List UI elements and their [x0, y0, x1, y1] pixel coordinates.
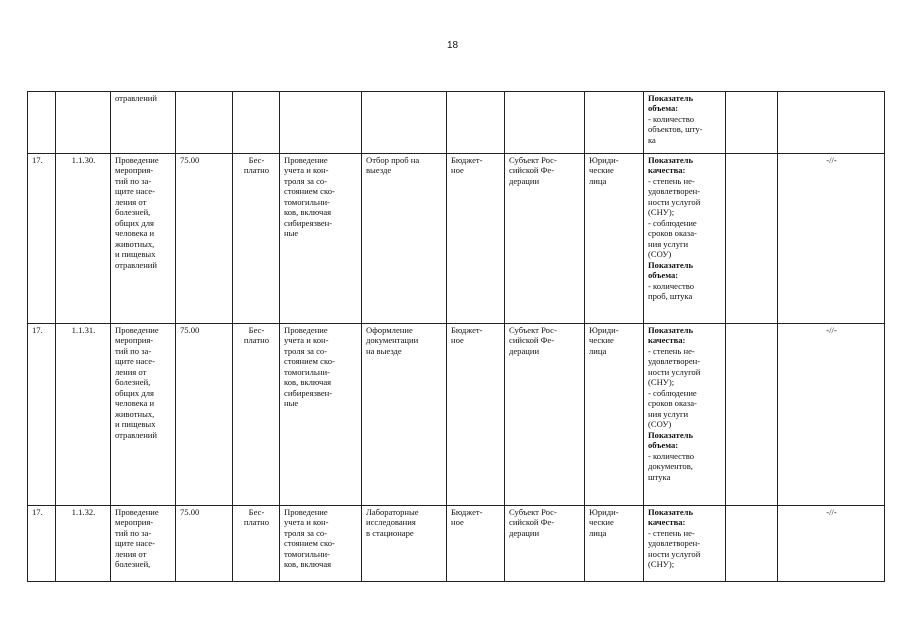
- finance-line: ное: [451, 517, 464, 528]
- cell-extra: [778, 324, 885, 506]
- content-line: учета и кон-: [284, 165, 329, 176]
- service-name-line: Проведение: [115, 155, 159, 165]
- cell-consumer: [585, 506, 644, 582]
- service-name-line: щите насе-: [115, 538, 155, 549]
- condition-line: в стационаре: [366, 527, 414, 538]
- cell-condition: [362, 154, 447, 324]
- service-name-line: общих для: [115, 387, 154, 398]
- indicator-line: качества:: [648, 165, 686, 176]
- provider-line: сийской Фе-: [509, 517, 555, 528]
- service-name-line: Проведение: [115, 325, 159, 335]
- service-name-line: и пищевых: [115, 419, 156, 430]
- table-body: [28, 92, 885, 582]
- indicator-line: ности услугой: [648, 366, 701, 377]
- cell-provider: [505, 154, 585, 324]
- cell-empty: [726, 506, 778, 582]
- consumer-line: ческие: [589, 165, 614, 176]
- content-line: стоянием ско-: [284, 538, 335, 549]
- cell-condition: [362, 506, 447, 582]
- cell-finance: [447, 154, 505, 324]
- provider-line: дерации: [509, 175, 540, 186]
- condition-line: Отбор проб на: [366, 155, 420, 165]
- indicator-line: проб, штука: [648, 291, 693, 302]
- service-name-line: мероприя-: [115, 517, 154, 528]
- indicator-line: ния услуги: [648, 408, 689, 419]
- provider-line: Субъект Рос-: [509, 507, 557, 517]
- indicator-line: качества:: [648, 335, 686, 346]
- indicator-line: ности услугой: [648, 548, 701, 559]
- service-name-line: болезней,: [115, 559, 151, 570]
- cell-service-name: [111, 92, 176, 154]
- cost-text: 75.00: [180, 507, 200, 517]
- service-name-line: человека и: [115, 398, 155, 409]
- content-line: томогильни-: [284, 196, 330, 207]
- payment-line: Бес-: [248, 155, 265, 165]
- payment-line: платно: [243, 165, 270, 176]
- cell-consumer: [585, 324, 644, 506]
- indicator-line: документов,: [648, 461, 693, 472]
- cell-cost: [176, 154, 233, 324]
- cell-empty: [726, 324, 778, 506]
- service-name-line: ления от: [115, 366, 147, 377]
- service-name-line: отравлений: [115, 93, 157, 103]
- content-line: учета и кон-: [284, 335, 329, 346]
- indicator-line: объема:: [648, 440, 679, 451]
- cell-code: [56, 92, 111, 154]
- content-line: троля за со-: [284, 345, 328, 356]
- cell-service-name: [111, 506, 176, 582]
- table-row: [28, 506, 885, 582]
- cell-indicators: [644, 506, 726, 582]
- cell-content: [280, 324, 362, 506]
- content-line: троля за со-: [284, 527, 328, 538]
- content-line: учета и кон-: [284, 517, 329, 528]
- cell-code: [56, 506, 111, 582]
- indicator-line: - количество: [648, 280, 695, 291]
- cell-indicators: [644, 92, 726, 154]
- indicator-line: Показатель: [648, 507, 694, 517]
- service-name-line: мероприя-: [115, 335, 154, 346]
- indicator-line: объема:: [648, 270, 679, 281]
- service-name-line: болезней,: [115, 207, 151, 218]
- content-line: ков, включая: [284, 559, 332, 570]
- cell-extra: [778, 154, 885, 324]
- condition-line: исследования: [366, 517, 416, 528]
- cell-number: [28, 92, 56, 154]
- condition-line: Лабораторные: [366, 507, 419, 517]
- service-name-line: ления от: [115, 548, 147, 559]
- indicator-line: ния услуги: [648, 238, 689, 249]
- finance-line: Бюджет-: [451, 507, 483, 517]
- cell-finance: [447, 324, 505, 506]
- cell-service-name: [111, 154, 176, 324]
- service-name-line: человека и: [115, 228, 155, 239]
- consumer-line: ческие: [589, 335, 614, 346]
- indicator-line: (СНУ);: [648, 559, 675, 570]
- cell-condition: [362, 324, 447, 506]
- service-name-line: тий по за-: [115, 345, 152, 356]
- indicator-line: Показатель: [648, 259, 694, 270]
- service-name-line: животных,: [115, 238, 155, 249]
- service-name-line: мероприя-: [115, 165, 154, 176]
- indicator-line: (СНУ);: [648, 207, 675, 218]
- condition-line: на выезде: [366, 345, 402, 356]
- indicator-line: объектов, шту-: [648, 124, 703, 135]
- number-text: 17.: [32, 155, 43, 165]
- indicator-line: Показатель: [648, 429, 694, 440]
- cell-cost: [176, 92, 233, 154]
- code-text: 1.1.30.: [71, 155, 96, 165]
- payment-line: Бес-: [248, 325, 265, 335]
- indicator-line: удовлетворен-: [648, 538, 701, 549]
- provider-line: сийской Фе-: [509, 165, 555, 176]
- cell-cost: [176, 324, 233, 506]
- content-line: троля за со-: [284, 175, 328, 186]
- finance-line: ное: [451, 165, 464, 176]
- indicator-line: (СНУ);: [648, 377, 675, 388]
- content-line: сибиреязвен-: [284, 387, 333, 398]
- cell-payment: [233, 324, 280, 506]
- indicator-line: - количество: [648, 113, 695, 124]
- extra-text: -//-: [826, 325, 837, 335]
- payment-line: Бес-: [248, 507, 265, 517]
- content-line: Проведение: [284, 325, 328, 335]
- indicator-line: удовлетворен-: [648, 356, 701, 367]
- content-line: ков, включая: [284, 377, 332, 388]
- indicator-line: сроков оказа-: [648, 398, 697, 409]
- indicator-line: сроков оказа-: [648, 228, 697, 239]
- service-name-line: отравлений: [115, 429, 157, 440]
- payment-line: платно: [243, 335, 270, 346]
- indicator-line: - степень не-: [648, 345, 695, 356]
- cell-content: [280, 506, 362, 582]
- services-table: [27, 91, 885, 582]
- indicator-line: штука: [648, 471, 671, 482]
- cell-extra: [778, 506, 885, 582]
- table-row: [28, 92, 885, 154]
- content-line: томогильни-: [284, 366, 330, 377]
- service-name-line: щите насе-: [115, 186, 155, 197]
- consumer-line: Юриди-: [589, 325, 619, 335]
- cell-consumer: [585, 92, 644, 154]
- cell-extra: [778, 92, 885, 154]
- indicator-line: - соблюдение: [648, 387, 697, 398]
- content-line: ные: [284, 398, 299, 409]
- service-name-line: общих для: [115, 217, 154, 228]
- indicator-line: объема:: [648, 103, 679, 114]
- cell-indicators: [644, 154, 726, 324]
- cell-finance: [447, 92, 505, 154]
- code-text: 1.1.31.: [71, 325, 96, 335]
- condition-line: документации: [366, 335, 419, 346]
- cell-finance: [447, 506, 505, 582]
- cell-cost: [176, 506, 233, 582]
- indicator-line: ности услугой: [648, 196, 701, 207]
- indicator-line: Показатель: [648, 325, 694, 335]
- cell-provider: [505, 324, 585, 506]
- content-line: томогильни-: [284, 548, 330, 559]
- extra-text: -//-: [826, 155, 837, 165]
- cost-text: 75.00: [180, 155, 200, 165]
- consumer-line: лица: [589, 345, 607, 356]
- consumer-line: Юриди-: [589, 155, 619, 165]
- cell-condition: [362, 92, 447, 154]
- cell-consumer: [585, 154, 644, 324]
- table-row: [28, 324, 885, 506]
- indicator-line: Показатель: [648, 155, 694, 165]
- service-name-line: отравлений: [115, 259, 157, 270]
- service-name-line: и пищевых: [115, 249, 156, 260]
- indicator-line: Показатель: [648, 93, 694, 103]
- consumer-line: Юриди-: [589, 507, 619, 517]
- cell-payment: [233, 506, 280, 582]
- cell-service-name: [111, 324, 176, 506]
- provider-line: сийской Фе-: [509, 335, 555, 346]
- content-line: Проведение: [284, 507, 328, 517]
- cell-provider: [505, 506, 585, 582]
- indicator-line: (СОУ): [648, 249, 672, 260]
- cell-code: [56, 154, 111, 324]
- provider-line: дерации: [509, 345, 540, 356]
- cell-number: [28, 506, 56, 582]
- service-name-line: Проведение: [115, 507, 159, 517]
- payment-line: платно: [243, 517, 270, 528]
- content-line: Проведение: [284, 155, 328, 165]
- consumer-line: лица: [589, 175, 607, 186]
- provider-line: Субъект Рос-: [509, 155, 557, 165]
- cell-empty: [726, 154, 778, 324]
- content-line: ные: [284, 228, 299, 239]
- indicator-line: качества:: [648, 517, 686, 528]
- finance-line: Бюджет-: [451, 155, 483, 165]
- indicator-line: - степень не-: [648, 527, 695, 538]
- service-name-line: животных,: [115, 408, 155, 419]
- indicator-line: - количество: [648, 450, 695, 461]
- content-line: стоянием ско-: [284, 356, 335, 367]
- service-name-line: тий по за-: [115, 527, 152, 538]
- cell-indicators: [644, 324, 726, 506]
- service-name-line: ления от: [115, 196, 147, 207]
- cell-provider: [505, 92, 585, 154]
- cell-empty: [726, 92, 778, 154]
- cell-content: [280, 154, 362, 324]
- number-text: 17.: [32, 325, 43, 335]
- provider-line: дерации: [509, 527, 540, 538]
- service-name-line: тий по за-: [115, 175, 152, 186]
- service-name-line: щите насе-: [115, 356, 155, 367]
- cell-content: [280, 92, 362, 154]
- finance-line: ное: [451, 335, 464, 346]
- page-number: 18: [446, 40, 459, 51]
- indicator-line: удовлетворен-: [648, 186, 701, 197]
- condition-line: Оформление: [366, 325, 413, 335]
- finance-line: Бюджет-: [451, 325, 483, 335]
- table-row: [28, 154, 885, 324]
- cell-number: [28, 324, 56, 506]
- code-text: 1.1.32.: [71, 507, 96, 517]
- number-text: 17.: [32, 507, 43, 517]
- content-line: стоянием ско-: [284, 186, 335, 197]
- indicator-line: - степень не-: [648, 175, 695, 186]
- indicator-line: (СОУ): [648, 419, 672, 430]
- cell-code: [56, 324, 111, 506]
- provider-line: Субъект Рос-: [509, 325, 557, 335]
- cost-text: 75.00: [180, 325, 200, 335]
- service-name-line: болезней,: [115, 377, 151, 388]
- cell-number: [28, 154, 56, 324]
- consumer-line: ческие: [589, 517, 614, 528]
- indicator-line: - соблюдение: [648, 217, 697, 228]
- cell-payment: [233, 154, 280, 324]
- content-line: сибиреязвен-: [284, 217, 333, 228]
- consumer-line: лица: [589, 527, 607, 538]
- extra-text: -//-: [826, 507, 837, 517]
- indicator-line: ка: [648, 134, 656, 145]
- cell-payment: [233, 92, 280, 154]
- condition-line: выезде: [366, 165, 392, 176]
- content-line: ков, включая: [284, 207, 332, 218]
